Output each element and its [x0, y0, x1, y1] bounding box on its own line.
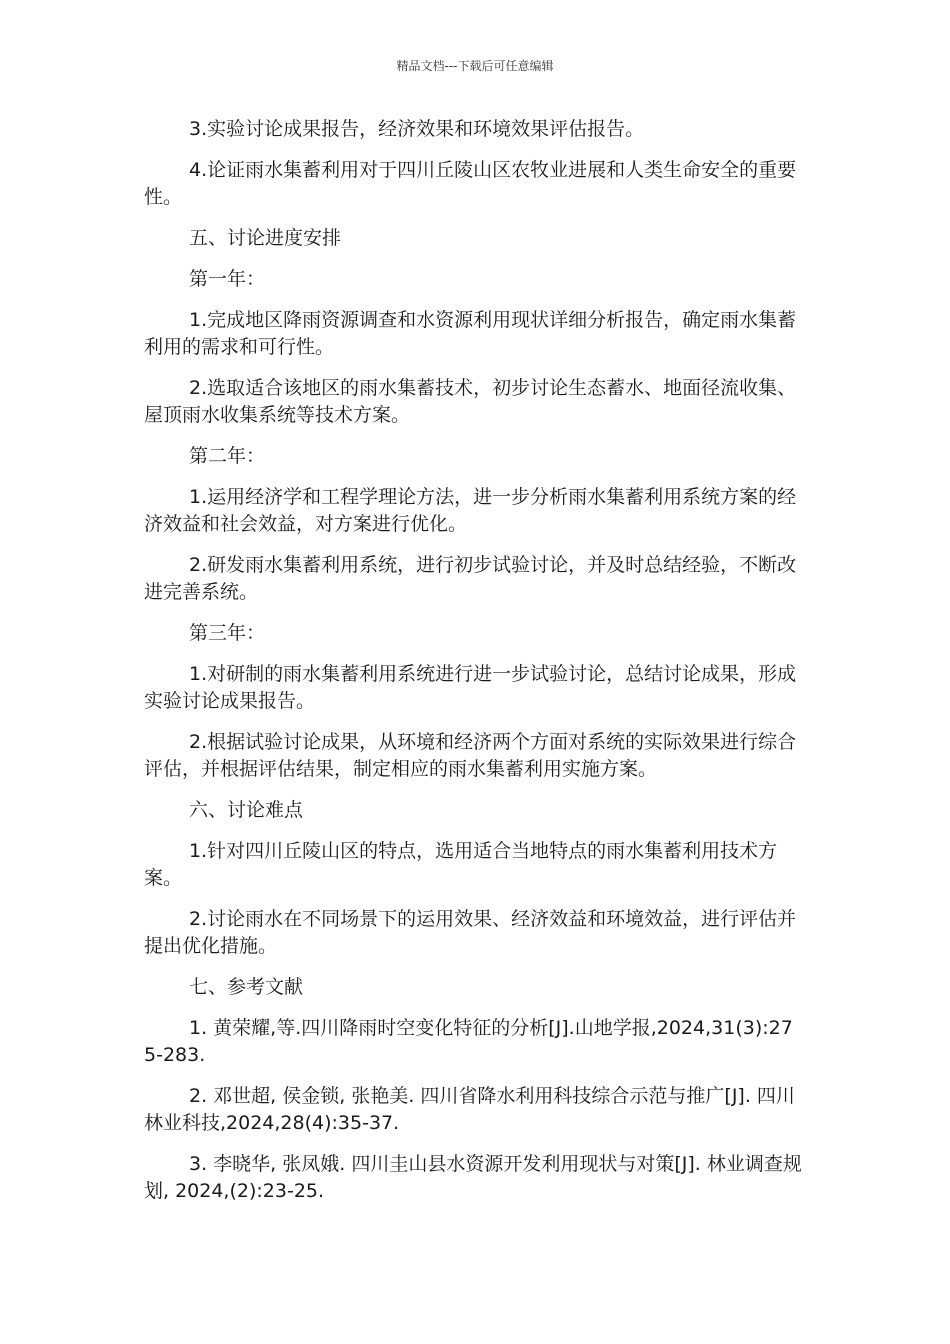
section-heading-difficulties: 六、讨论难点 [189, 799, 304, 821]
year-two-label: 第二年： [189, 445, 266, 467]
year-one-item-1: 1.完成地区降雨资源调查和水资源利用现状详细分析报告，确定雨水集蓄利用的需求和可行性。 [144, 309, 797, 358]
difficulty-item-1: 1.针对四川丘陵山区的特点，选用适合当地特点的雨水集蓄利用技术方案。 [144, 840, 778, 889]
year-three-item-1: 1.对研制的雨水集蓄利用系统进行进一步试验讨论，总结讨论成果，形成实验讨论成果报告。 [144, 663, 797, 712]
year-two-item-1: 1.运用经济学和工程学理论方法，进一步分析雨水集蓄利用系统方案的经济效益和社会效益，对方案进行优化。 [144, 486, 797, 535]
year-one-item-2: 2.选取适合该地区的雨水集蓄技术，初步讨论生态蓄水、地面径流收集、屋顶雨水收集系统等技术方案。 [144, 377, 797, 426]
year-two-item-2: 2.研发雨水集蓄利用系统，进行初步试验讨论，并及时总结经验，不断改进完善系统。 [144, 554, 797, 603]
reference-item-3: 3. 李晓华, 张凤娥. 四川圭山县水资源开发利用现状与对策[J]. 林业调查规划, 2024,(2):23-25. [144, 1153, 802, 1202]
page-header: 精品文档---下载后可任意编辑 [396, 59, 554, 73]
reference-item-1: 1. 黄荣耀,等.四川降雨时空变化特征的分析[J].山地学报,2024,31(3):275-283. [144, 1017, 793, 1066]
reference-item-2: 2. 邓世超, 侯金锁, 张艳美. 四川省降水利用科技综合示范与推广[J]. 四川林业科技,2024,28(4):35-37. [144, 1085, 795, 1134]
section-heading-schedule: 五、讨论进度安排 [189, 227, 342, 249]
paragraph-importance: 4.论证雨水集蓄利用对于四川丘陵山区农牧业进展和人类生命安全的重要性。 [144, 159, 797, 208]
year-three-item-2: 2.根据试验讨论成果，从环境和经济两个方面对系统的实际效果进行综合评估，并根据评估结果，制定相应的雨水集蓄利用实施方案。 [144, 731, 797, 780]
year-one-label: 第一年： [189, 268, 266, 290]
difficulty-item-2: 2.讨论雨水在不同场景下的运用效果、经济效益和环境效益，进行评估并提出优化措施。 [144, 908, 797, 957]
document-body [144, 116, 804, 1219]
paragraph-result-report: 3.实验讨论成果报告，经济效果和环境效果评估报告。 [189, 118, 645, 140]
year-three-label: 第三年： [189, 622, 266, 644]
section-heading-references: 七、参考文献 [189, 976, 304, 998]
